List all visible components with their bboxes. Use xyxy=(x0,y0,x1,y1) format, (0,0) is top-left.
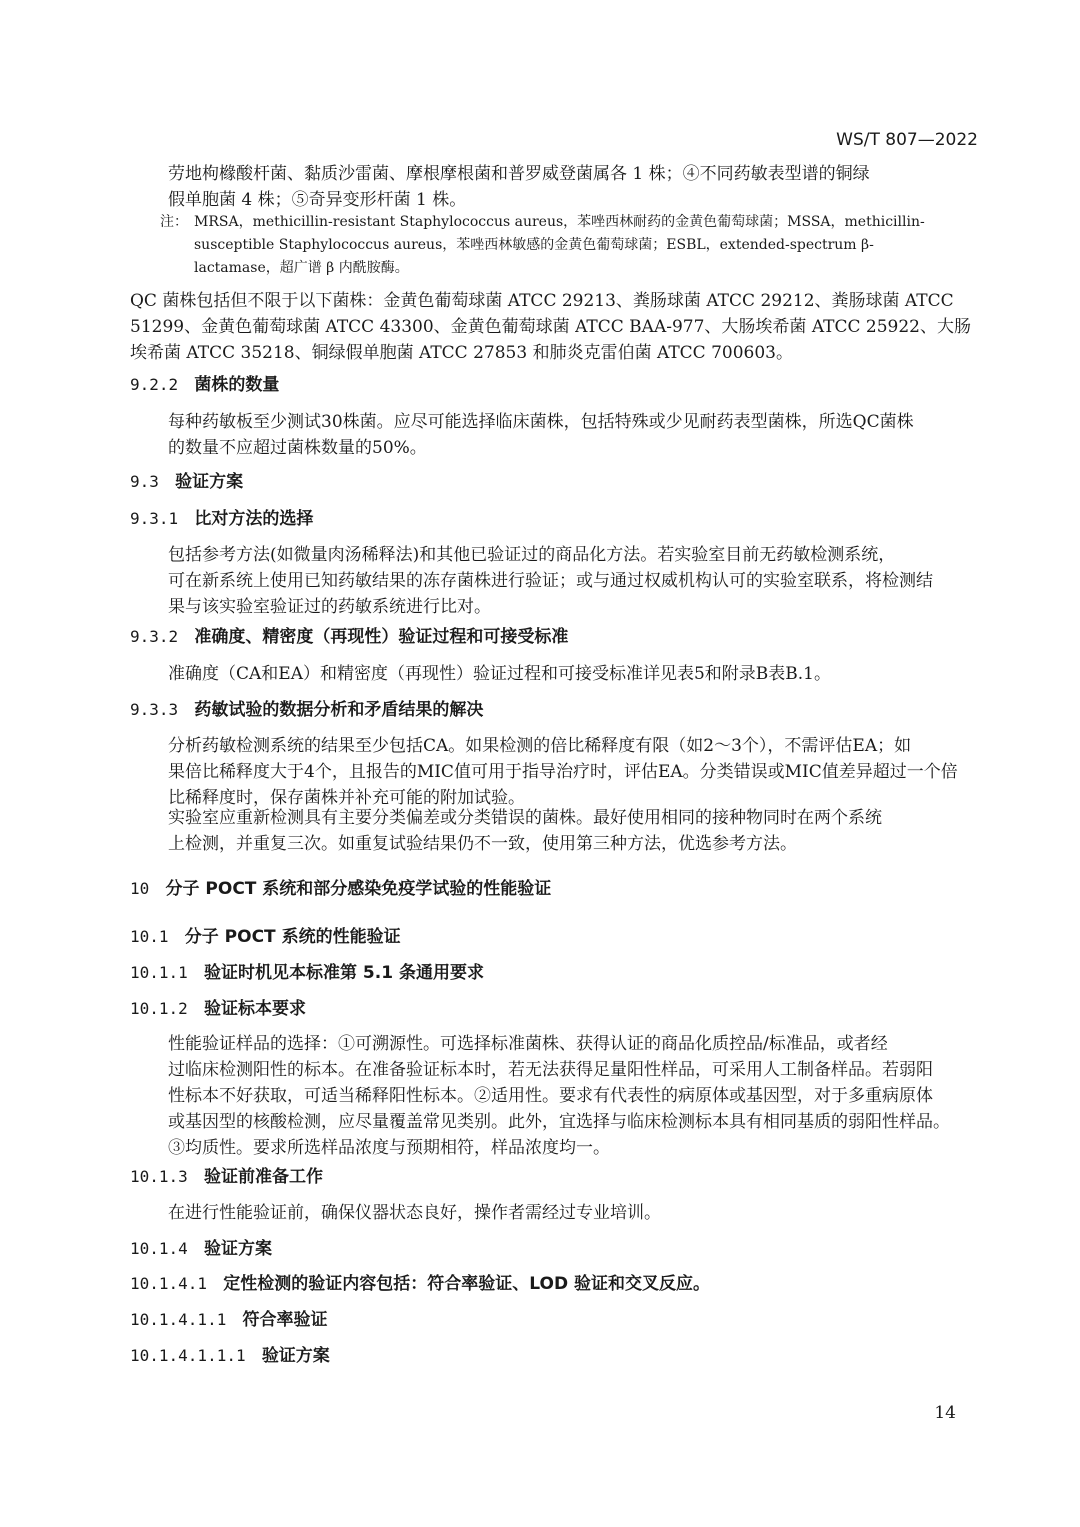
paragraph-line: 果倍比稀释度大于4个，且报告的MIC值可用于指导治疗时，评估EA。分类错误或MIC值差异超过一个倍 xyxy=(168,762,958,782)
paragraph-line: 准确度（CA和EA）和精密度（再现性）验证过程和可接受标准详见表5和附录B表B.1。 xyxy=(168,664,831,684)
paragraph-line: 包括参考方法(如微量肉汤稀释法)和其他已验证过的商品化方法。若实验室目前无药敏检测系统， xyxy=(168,545,896,565)
section-heading-10-1-3 xyxy=(130,1164,323,1190)
section-number: 10.1.4 xyxy=(130,1239,188,1258)
paragraph-line: 分析药敏检测系统的结果至少包括CA。如果检测的倍比稀释度有限（如2～3个），不需评估EA；如 xyxy=(168,736,912,756)
paragraph-line: 可在新系统上使用已知药敏结果的冻存菌株进行验证；或与通过权威机构认可的实验室联系，将检测结 xyxy=(168,571,933,591)
section-number: 9.3 xyxy=(130,472,159,491)
section-number: 10 xyxy=(130,879,150,898)
paragraph-9-3-2 xyxy=(130,661,1016,687)
document-id: WS/T 807—2022 xyxy=(836,130,978,150)
section-number: 10.1.2 xyxy=(130,999,188,1018)
paragraph-line: 性能验证样品的选择：①可溯源性。可选择标准菌株、获得认证的商品化质控品/标准品，或者经 xyxy=(168,1034,888,1054)
continued-paragraph xyxy=(130,161,1016,213)
paragraph-line: 比稀释度时，保存菌株并补充可能的附加试验。 xyxy=(168,788,525,808)
qc-strains-paragraph xyxy=(130,288,978,366)
section-number: 9.3.3 xyxy=(130,700,179,719)
section-heading-9-3 xyxy=(130,469,243,495)
section-heading-9-3-2 xyxy=(130,624,568,650)
section-title: 符合率验证 xyxy=(242,1310,328,1330)
note-line: lactamase，超广谱 β 内酰胺酶。 xyxy=(194,260,409,276)
page-number: 14 xyxy=(934,1403,956,1423)
section-number: 10.1.4.1.1.1 xyxy=(130,1346,246,1365)
section-title: 定性检测的验证内容包括：符合率验证、LOD 验证和交叉反应。 xyxy=(223,1274,710,1294)
section-number: 10.1.4.1 xyxy=(130,1274,208,1293)
section-title: 验证方案 xyxy=(261,1346,330,1366)
paragraph-9-3-1 xyxy=(130,542,1016,620)
paragraph-line: 的数量不应超过菌株数量的50%。 xyxy=(168,438,427,458)
paragraph-line: 过临床检测阳性的标本。在准备验证标本时，若无法获得足量阳性样品，可采用人工制备样品。若弱阳 xyxy=(168,1060,933,1080)
section-title: 菌株的数量 xyxy=(194,375,280,395)
section-heading-10-1-4-1 xyxy=(130,1271,710,1297)
section-title: 比对方法的选择 xyxy=(194,509,314,529)
paragraph-line: 果与该实验室验证过的药敏系统进行比对。 xyxy=(168,597,491,617)
paragraph-10-1-2 xyxy=(130,1031,1016,1161)
section-number: 10.1 xyxy=(130,927,169,946)
section-title: 验证标本要求 xyxy=(204,999,307,1019)
section-title: 验证前准备工作 xyxy=(204,1167,324,1187)
paragraph-line: 每种药敏板至少测试30株菌。应尽可能选择临床菌株，包括特殊或少见耐药表型菌株，所选QC菌株 xyxy=(168,412,914,432)
paragraph-line: 性标本不好获取，可适当稀释阳性标本。②适用性。要求有代表性的病原体或基因型，对于多重病原体 xyxy=(168,1086,933,1106)
paragraph-9-2-2 xyxy=(130,409,1016,461)
paragraph-line: 埃希菌 ATCC 35218、铜绿假单胞菌 ATCC 27853 和肺炎克雷伯菌 ATCC 700603。 xyxy=(130,343,793,363)
section-heading-10-1 xyxy=(130,924,401,950)
paragraph-line: 在进行性能验证前，确保仪器状态良好，操作者需经过专业培训。 xyxy=(168,1203,661,1223)
paragraph-line: 假单胞菌 4 株；⑤奇异变形杆菌 1 株。 xyxy=(168,190,467,210)
section-title: 分子 POCT 系统的性能验证 xyxy=(184,927,401,947)
section-heading-9-3-3 xyxy=(130,697,483,723)
section-title: 验证方案 xyxy=(175,472,244,492)
paragraph-line: QC 菌株包括但不限于以下菌株：金黄色葡萄球菌 ATCC 29213、粪肠球菌 ATCC 29212、粪肠球菌 ATCC xyxy=(130,291,954,311)
paragraph-line: 51299、金黄色葡萄球菌 ATCC 43300、金黄色葡萄球菌 ATCC BAA-977、大肠埃希菌 ATCC 25922、大肠 xyxy=(130,317,972,337)
abbreviation-note xyxy=(160,211,978,280)
note-line: susceptible Staphylococcus aureus，苯唑西林敏感的金黄色葡萄球菌；ESBL，extended-spectrum β- xyxy=(194,237,874,253)
section-number: 10.1.1 xyxy=(130,963,188,982)
paragraph-line: 上检测，并重复三次。如重复试验结果仍不一致，使用第三种方法，优选参考方法。 xyxy=(168,834,797,854)
section-heading-10-1-2 xyxy=(130,996,306,1022)
section-title: 验证方案 xyxy=(204,1239,273,1259)
paragraph-9-3-3a xyxy=(130,733,1016,811)
section-number: 10.1.3 xyxy=(130,1167,188,1186)
paragraph-line: 或基因型的核酸检测，应尽量覆盖常见类别。此外，宜选择与临床检测标本具有相同基质的弱阳性样品。 xyxy=(168,1112,950,1132)
section-number: 9.3.2 xyxy=(130,627,179,646)
paragraph-line: ③均质性。要求所选样品浓度与预期相符，样品浓度均一。 xyxy=(168,1138,610,1158)
paragraph-10-1-3 xyxy=(130,1200,1016,1226)
section-heading-10-1-4 xyxy=(130,1236,272,1262)
section-number: 9.3.1 xyxy=(130,509,179,528)
section-heading-10 xyxy=(130,876,551,902)
section-heading-9-3-1 xyxy=(130,506,313,532)
section-title: 药敏试验的数据分析和矛盾结果的解决 xyxy=(194,700,484,720)
paragraph-9-3-3b xyxy=(130,805,1016,857)
paragraph-line: 劳地枸橼酸杆菌、黏质沙雷菌、摩根摩根菌和普罗威登菌属各 1 株；④不同药敏表型谱的铜绿 xyxy=(168,164,870,184)
section-heading-10-1-4-1-1 xyxy=(130,1307,328,1333)
section-heading-9-2-2 xyxy=(130,372,279,398)
note-line: MRSA，methicillin-resistant Staphylococcus aureus，苯唑西林耐药的金黄色葡萄球菌；MSSA，methicillin- xyxy=(194,214,925,230)
section-title: 验证时机见本标准第 5.1 条通用要求 xyxy=(204,963,484,983)
section-heading-10-1-1 xyxy=(130,960,484,986)
section-number: 10.1.4.1.1 xyxy=(130,1310,227,1329)
note-label: 注： xyxy=(160,214,188,230)
section-heading-10-1-4-1-1-1 xyxy=(130,1343,330,1369)
section-number: 9.2.2 xyxy=(130,375,179,394)
section-title: 分子 POCT 系统和部分感染免疫学试验的性能验证 xyxy=(165,879,552,899)
section-title: 准确度、精密度（再现性）验证过程和可接受标准 xyxy=(194,627,569,647)
paragraph-line: 实验室应重新检测具有主要分类偏差或分类错误的菌株。最好使用相同的接种物同时在两个系统 xyxy=(168,808,882,828)
